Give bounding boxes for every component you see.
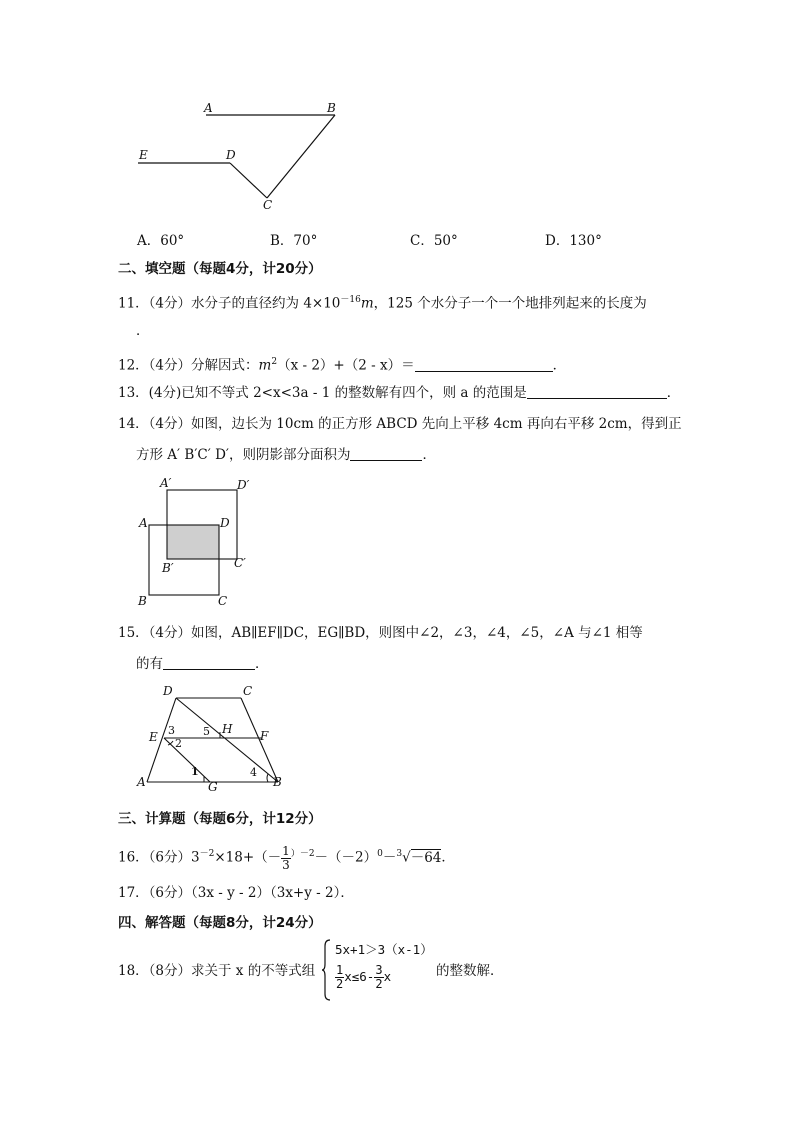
question-13 — [118, 384, 680, 402]
q15-text: 的有 — [136, 656, 163, 672]
option-b: B．70° — [270, 233, 318, 249]
q16-mid: ×18+（－ — [214, 849, 282, 866]
label-b-prime: B′ — [162, 561, 174, 575]
label-2: 2 — [175, 737, 182, 750]
q16-radicand: －64 — [410, 849, 442, 866]
label-d: D — [163, 684, 173, 698]
q12-text: 分解因式： — [191, 357, 259, 374]
q14-end: ． — [422, 447, 436, 463]
q18-inequality-1: 5x+1＞3（x-1） — [335, 942, 433, 957]
q18-frac2-num: 3 — [375, 963, 383, 977]
q12-exponent: 2 — [271, 357, 278, 367]
question-12 — [118, 353, 566, 375]
label-d-prime: D′ — [237, 478, 250, 492]
option-c: C．50° — [410, 233, 458, 249]
label-b: B — [273, 775, 282, 789]
label-5: 5 — [203, 725, 210, 738]
label-a: A — [139, 516, 148, 530]
label-a: A — [204, 101, 213, 115]
question-14-line1: 14．（4分）如图，边长为 10cm 的正方形 ABCD 先向上平移 4cm 再向右平移 2cm，得到正 — [118, 416, 682, 432]
q15-end: ． — [255, 656, 269, 672]
label-3: 3 — [168, 724, 175, 737]
q11-number: 11．（4分） — [118, 295, 192, 312]
question-15-line2 — [136, 655, 269, 673]
q16-exp3: 0 — [377, 849, 383, 859]
line-cd — [230, 163, 267, 198]
label-e: E — [149, 730, 158, 744]
label-b: B — [138, 594, 147, 608]
q18-end: 的整数解． — [436, 963, 504, 979]
q11-text2: ，125 个水分子一个一个地排列起来的长度为 — [373, 295, 647, 312]
q18-frac1-den: 2 — [336, 977, 344, 991]
label-4: 4 — [250, 766, 257, 779]
q18-inequality-2 — [335, 964, 391, 991]
q16-base: 3 — [191, 849, 200, 866]
q18-x: x — [383, 969, 392, 984]
section-heading-calculation: 三、计算题（每题6分，计12分） — [118, 811, 322, 827]
q18-frac1 — [335, 964, 344, 991]
section-heading-fill-blank: 二、填空题（每题4分，计20分） — [118, 261, 322, 277]
q11-unit: m — [360, 295, 374, 312]
q11-exponent: －16 — [340, 295, 361, 305]
section-heading-solution: 四、解答题（每题8分，计24分） — [118, 915, 322, 931]
label-a-prime: A′ — [160, 476, 172, 490]
q16-root-sign: － — [382, 849, 397, 866]
label-c: C — [243, 684, 253, 698]
q18-mid: x≤6- — [344, 969, 375, 984]
q13-answer-blank[interactable] — [527, 384, 667, 399]
q13-end: ． — [666, 385, 681, 401]
q16-frac-den: 3 — [282, 857, 290, 872]
label-g: G — [208, 780, 218, 794]
line-eg — [164, 738, 210, 782]
q18-frac1-num: 1 — [336, 963, 344, 977]
q18-frac2-den: 2 — [375, 977, 383, 991]
question-11 — [118, 291, 647, 313]
q12-rest: （x - 2）+（2 - x）＝ — [277, 357, 415, 374]
label-h: H — [222, 722, 233, 736]
q16-frac-num: 1 — [282, 843, 290, 858]
shaded-overlap — [167, 525, 219, 559]
q13-text: 13．(4分)已知不等式 2<x<3a - 1 的整数解有四个，则 a 的范围是 — [118, 385, 527, 401]
label-d: D — [226, 148, 236, 162]
q16-exp1: －2 — [199, 849, 215, 859]
q16-exp2: ）－2 — [290, 849, 315, 859]
q15-answer-blank[interactable] — [163, 655, 255, 670]
q16-root-index: 3 — [396, 849, 403, 859]
question-18-text: 18．（8分）求关于 x 的不等式组 — [118, 963, 316, 979]
label-a: A — [137, 775, 146, 789]
option-a: A．60° — [137, 233, 185, 249]
figure-q14 — [140, 480, 260, 605]
option-d: D．130° — [545, 233, 602, 249]
label-e: E — [139, 148, 148, 162]
question-15-line1: 15．（4分）如图，AB∥EF∥DC，EG∥BD，则图中∠2，∠3，∠4，∠5，∠A 与∠1 相等 — [118, 625, 643, 641]
label-f: F — [260, 729, 269, 743]
q16-rest: －（－2） — [314, 849, 378, 866]
q12-end: ． — [552, 357, 567, 374]
label-c: C — [218, 594, 228, 608]
line-bc — [267, 115, 335, 198]
q11-end: ． — [136, 323, 150, 339]
label-c-prime: C′ — [234, 556, 246, 570]
q16-number: 16．（6分） — [118, 849, 192, 866]
question-14-line2 — [136, 446, 436, 464]
question-17: 17．（6分）（3x - y - 2）（3x+y - 2）． — [118, 885, 354, 901]
q14-answer-blank[interactable] — [350, 446, 422, 461]
brace-icon — [322, 938, 332, 1002]
angle-mark-4 — [267, 774, 268, 782]
label-1: 1 — [191, 765, 199, 778]
question-16 — [118, 842, 455, 872]
q12-number: 12．（4分） — [118, 357, 192, 374]
q12-answer-blank[interactable] — [415, 357, 553, 372]
label-c: C — [263, 198, 273, 212]
q11-text: 水分子的直径约为 4×10 — [191, 295, 341, 312]
label-b: B — [327, 101, 336, 115]
q14-text: 方形 A′ B′C′ D′，则阴影部分面积为 — [136, 447, 351, 463]
q16-end: ． — [441, 849, 455, 866]
label-d: D — [220, 516, 230, 530]
figure-q10 — [130, 95, 350, 220]
q16-fraction — [281, 845, 291, 872]
radical-icon: √ — [402, 849, 411, 866]
q18-frac2 — [374, 964, 383, 991]
q12-m: m — [258, 357, 272, 374]
